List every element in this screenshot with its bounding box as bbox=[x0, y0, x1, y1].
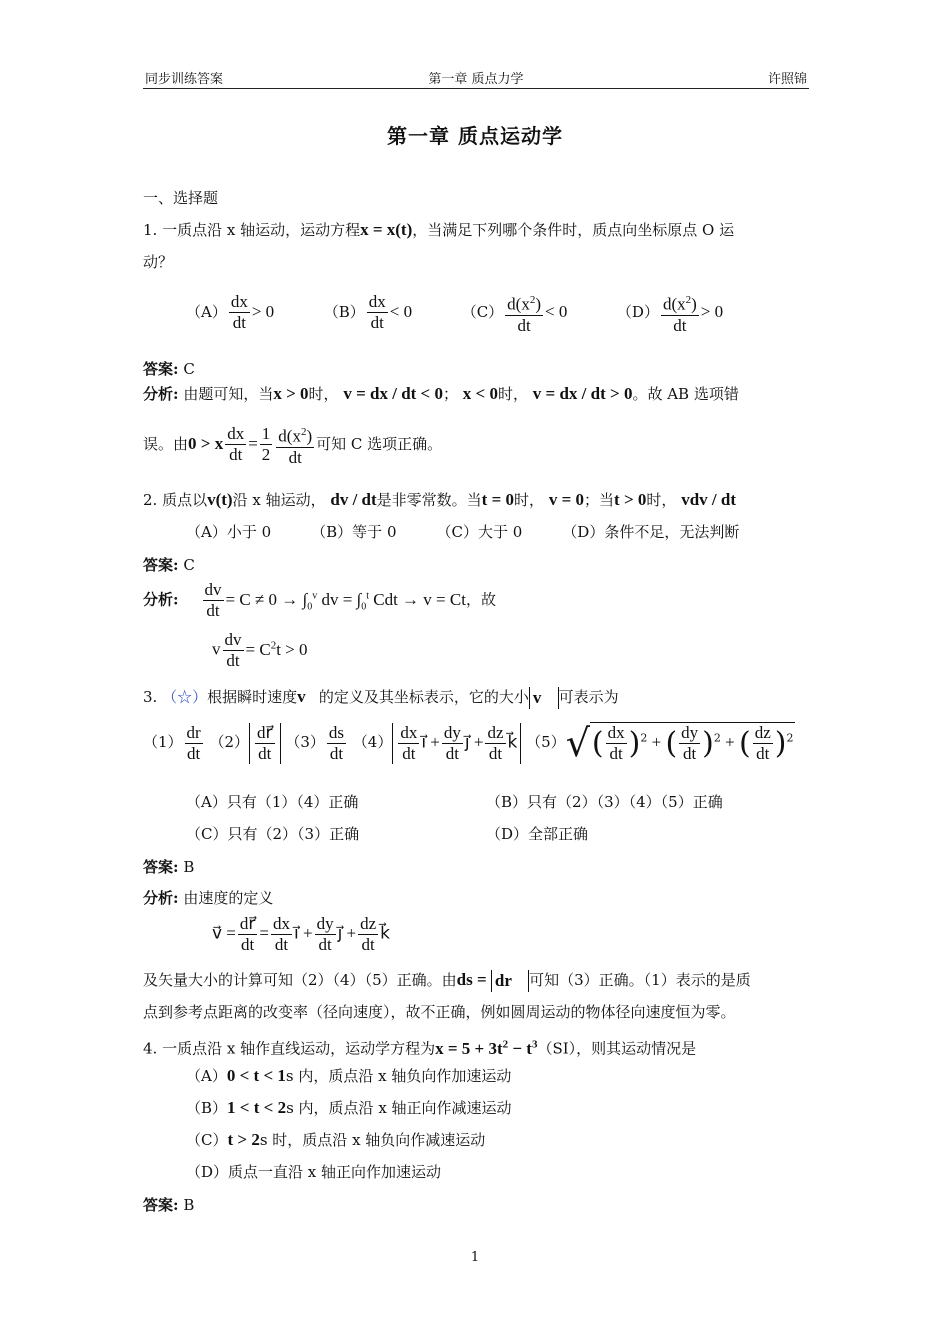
q1-option-c: （C） $\frac{d(x^2)}{dt}$ < 0 bbox=[462, 303, 568, 321]
q1-options bbox=[186, 290, 854, 336]
q3-analysis-line1: 分析: 由速度的定义 bbox=[143, 889, 274, 907]
q3-answer: 答案: B bbox=[143, 858, 195, 876]
q3-option-d: （D）全部正确 bbox=[486, 825, 589, 843]
q3-option-c: （C）只有（2）（3）正确 bbox=[186, 825, 360, 843]
q1-option-a: （A） $\frac{dx}{dt}$ > 0 bbox=[186, 292, 275, 333]
q2-option-c: （C）大于 0 bbox=[436, 523, 523, 541]
q4-option-c: （C）t > 2s 时，质点沿 x 轴负向作减速运动 bbox=[186, 1130, 486, 1149]
q1-stem-line2: 动？ bbox=[143, 253, 174, 271]
q4-stem: 4. 一质点沿 x 轴作直线运动，运动学方程为$x = 5 + 3t^2 - t^3(SI)$，则其运动情况是 bbox=[143, 1038, 697, 1058]
q2-options bbox=[186, 521, 854, 543]
header-right: 许照锦 bbox=[767, 72, 807, 87]
header-center: 第一章 质点力学 bbox=[428, 72, 524, 87]
q2-stem: 2. 质点以v(t)沿 x 轴运动， dv / dt是非零常数。当t = 0时， v = 0；当t > 0时， vdv / dt bbox=[143, 490, 736, 509]
q3-options-row2 bbox=[186, 823, 854, 845]
page-header bbox=[143, 68, 809, 89]
q3-options-row1 bbox=[186, 791, 854, 813]
q3-analysis-line3: 点到参考点距离的改变率（径向速度），故不正确，例如圆周运动的物体径向速度恒为零。 bbox=[143, 1003, 736, 1021]
star-mark: （☆） bbox=[162, 688, 208, 706]
q3-option-a: （A）只有（1）（4）正确 bbox=[186, 793, 359, 811]
q3-expressions: （1） $\frac{dr}{dt}$ （2） $\frac{dr⃗}{dt}$ （3） $\frac{ds}{dt}$ （4） $\frac{dx}{dt}$ i⃗ + $\frac{dy}{dt}$ j⃗ + $\frac{dz}{dt}$ k⃗ （5）√( $\frac{dx}{dt}$ )$^2$ + ( $\frac{dy}{dt}$ )$^2$ + ( $\frac{dz}{dt}$ )$^2$ bbox=[143, 721, 794, 765]
q2-analysis-line2: v $\frac{dv}{dt}$ = $C^2t > 0$ bbox=[212, 630, 308, 670]
header-left: 同步训练答案 bbox=[145, 72, 224, 87]
q1-analysis-line2: 误。由0 > x $\frac{dx}{dt}$ = $\frac{1}{2}$ $\frac{d(x^2)}{dt}$ 可知 C 选项正确。 bbox=[143, 422, 811, 468]
q4-option-a: （A）0 < t < 1s 内，质点沿 x 轴负向作加速运动 bbox=[186, 1066, 512, 1085]
q1-stem-line1: 1. 一质点沿 x 轴运动，运动方程x = x(t)，当满足下列哪个条件时，质点向坐标原点 O 运 bbox=[143, 220, 735, 239]
q1-option-d: （D） $\frac{d(x^2)}{dt}$ > 0 bbox=[617, 303, 723, 321]
q3-velocity-formula: v⃗ = $\frac{dr⃗}{dt}$ = $\frac{dx}{dt}$ i⃗ + $\frac{dy}{dt}$ j⃗ + $\frac{dz}{dt}$ k⃗ bbox=[212, 914, 391, 954]
q1-answer: 答案: C bbox=[143, 360, 195, 378]
q3-stem: 3. （☆）根据瞬时速度v⃗的定义及其坐标表示，它的大小 v⃗ 可表示为 bbox=[143, 687, 619, 707]
q4-option-d: （D）质点一直沿 x 轴正向作加速运动 bbox=[186, 1163, 442, 1181]
q2-option-b: （B）等于 0 bbox=[311, 523, 397, 541]
section-heading: 一、选择题 bbox=[143, 189, 219, 207]
q1-option-b: （B） $\frac{dx}{dt}$ < 0 bbox=[323, 292, 413, 333]
q4-answer: 答案: B bbox=[143, 1196, 195, 1214]
q4-option-b: （B）1 < t < 2s 内，质点沿 x 轴正向作减速运动 bbox=[186, 1098, 512, 1117]
q1-motion-equation: x = x(t) bbox=[360, 220, 413, 239]
chapter-title: 第一章 质点运动学 bbox=[387, 124, 563, 148]
q2-option-a: （A）小于 0 bbox=[186, 523, 272, 541]
q2-analysis-line1: 分析: $\frac{dv}{dt}$ = $C \ne 0 \to \int_0^v$ dv = $\int_0^t$ Cdt → v = Ct，故 bbox=[143, 580, 496, 620]
q2-answer: 答案: C bbox=[143, 556, 195, 574]
q3-analysis-line2: 及矢量大小的计算可知（2）（4）（5）正确。由ds = dr⃗ 可知（3）正确。（1）表示的是质 bbox=[143, 970, 751, 990]
q3-option-b: （B）只有（2）（3）（4）（5）正确 bbox=[486, 793, 723, 811]
q2-option-d: （D）条件不足，无法判断 bbox=[562, 523, 740, 541]
q1-analysis-line1: 分析: 由题可知，当x > 0时， v = dx / dt < 0； x < 0时， v = dx / dt > 0。故 AB 选项错 bbox=[143, 384, 739, 403]
page-number: 1 bbox=[470, 1250, 480, 1265]
